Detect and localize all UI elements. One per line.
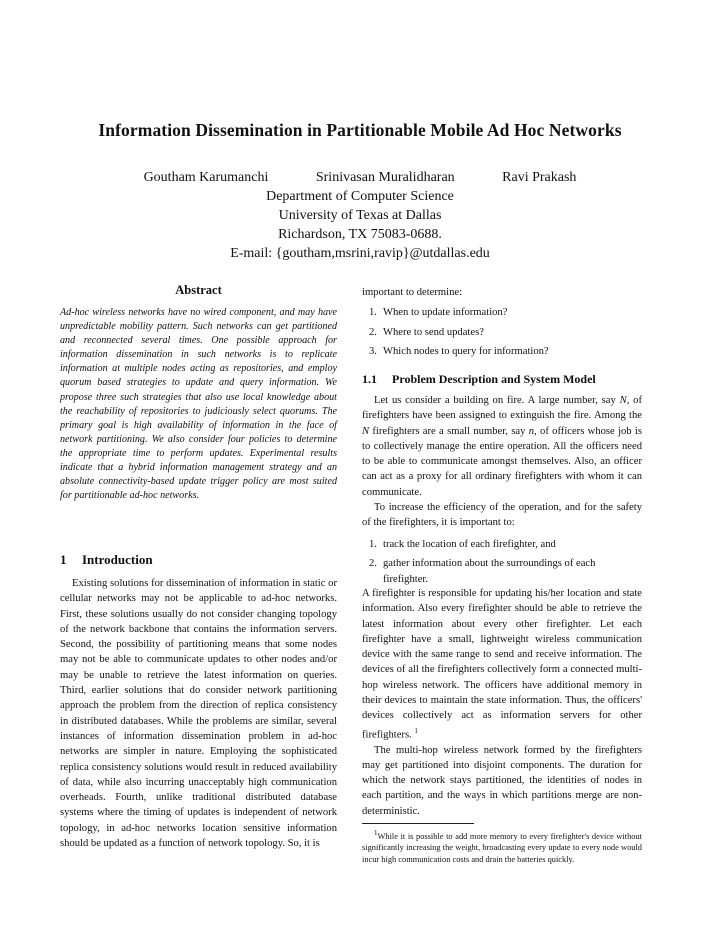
list-item: 2. Where to send updates? <box>369 326 484 338</box>
goal-list-block <box>362 532 642 591</box>
subsection-number: 1.1 <box>362 372 377 386</box>
author-block <box>0 168 720 263</box>
continuation-text: important to determine: <box>362 287 463 298</box>
introduction-text: Existing solutions for dissemination of information in static or cellular networks may not be applicable to ad-hoc networks. First, these solutions usually do not consider changing topology of the network backbone that contains the information servers. Second, the possibility of partitioning means that some nodes may not be able to communicate updates to other nodes and/or may be unable to retrieve the latest information on queries. Third, earlier solutions that do consider network partitioning approach the problem from the direction of replica consistency in distributed databases. While the problems are similar, several instances of information dissemination problem in ad-hoc networks are simpler in nature. Employing the sophisticated replica consistency solutions would result in reduced availability of data, while also incurring unacceptably high communication overheads. Fourth, unlike traditional distributed database systems where the timing of updates is independent of network topology, in ad-hoc networks location sensitive information should be updated as a function of network topology. So, it is <box>60 578 337 850</box>
section-number: 1 <box>60 552 67 567</box>
section-title: Introduction <box>82 552 153 567</box>
question-list <box>362 305 642 359</box>
list-item: 2. gather information about the surroundings of each firefighter. <box>369 558 596 585</box>
footnote-marker: 1 <box>374 829 378 837</box>
list-item: 3. Which nodes to query for information? <box>369 345 549 357</box>
problem-description-body <box>362 393 642 531</box>
list-item: 1. When to update information? <box>369 307 508 319</box>
abstract-body <box>60 306 337 503</box>
affiliation-line: Department of Computer Science <box>266 189 454 204</box>
system-model-body <box>362 586 642 819</box>
subsection-title: Problem Description and System Model <box>392 372 596 386</box>
abstract-heading: Abstract <box>175 283 222 297</box>
list-item: 1. track the location of each firefighter, and <box>369 539 556 550</box>
affiliation-line: University of Texas at Dallas <box>278 208 442 223</box>
footnote <box>362 828 642 865</box>
footnote-text: While it is possible to add more memory to every firefighter's device without significantly increasing the weight, broadcasting every update to every node would incur high communication costs and drain the batteries quickly. <box>362 831 642 864</box>
introduction-body <box>60 576 337 851</box>
footnote-marker: 1 <box>414 726 418 735</box>
footnote-divider <box>362 823 474 824</box>
paragraph: A firefighter is responsible for updating his/her location and state information. Also every firefighter should be able to retrieve the latest information about every other firefighter. Let each firefighter have a small, lightweight wireless communication device with the same range to send and receive information. The devices of all the firefighters collectively form a connected multi-hop wireless network. The officers have additional memory in their devices to maintain the state information. Thus, the officers' devices collectively act as information servers for other firefighters. $^1$ <box>362 588 642 741</box>
paper-title: Information Dissemination in Partitionable Mobile Ad Hoc Networks <box>98 120 622 140</box>
affiliation-line: Richardson, TX 75083-0688. <box>278 227 442 242</box>
abstract-text: Ad-hoc wireless networks have no wired component, and may have unpredictable mobility pattern. Such networks can get partitioned and reconnected several times. One possible approach for information dissemination in such networks is to replicate information at multiple nodes acting as repositories, and employ quorum based strategies to update and query information. We propose three such strategies that also use local knowledge about the reachability of repositories to judiciously select quorums. The primary goal is high availability of information in the face of network partitioning. We also consider four policies to determine the appropriate time to perform updates. Experimental results indicate that a hybrid information management strategy and an absolute connectivity-based update trigger policy are most suited for partitionable ad-hoc networks. <box>60 307 337 502</box>
right-column-top <box>362 285 642 363</box>
goal-list <box>362 537 642 587</box>
subsection-heading <box>362 372 596 387</box>
author-name: Goutham Karumanchi <box>143 170 269 185</box>
paragraph: To increase the efficiency of the operation, and for the safety of the firefighters, it is important to: <box>362 502 642 529</box>
paragraph: The multi-hop wireless network formed by the firefighters may get partitioned into disjoint components. The duration for which the network stays partitioned, the identities of nodes in each partition, and the ways in which partitions merge are non-deterministic. <box>362 744 642 817</box>
author-name: Ravi Prakash <box>502 170 577 185</box>
author-name: Srinivasan Muralidharan <box>315 170 455 185</box>
paragraph: Let us consider a building on fire. A large number, say N, of firefighters have been assigned to extinguish the fire. Among the N firefighters are a small number, say n, of officers whose job is to collectively manage the entire operation. All the officers need to be able to communicate amongst themselves. Also, an officer can act as a proxy for all ordinary firefighters with whom it can communicate. <box>362 395 643 498</box>
author-email: E-mail: {goutham,msrini,ravip}@utdallas.edu <box>230 246 490 261</box>
author-names <box>0 168 720 187</box>
introduction-heading <box>60 552 153 568</box>
